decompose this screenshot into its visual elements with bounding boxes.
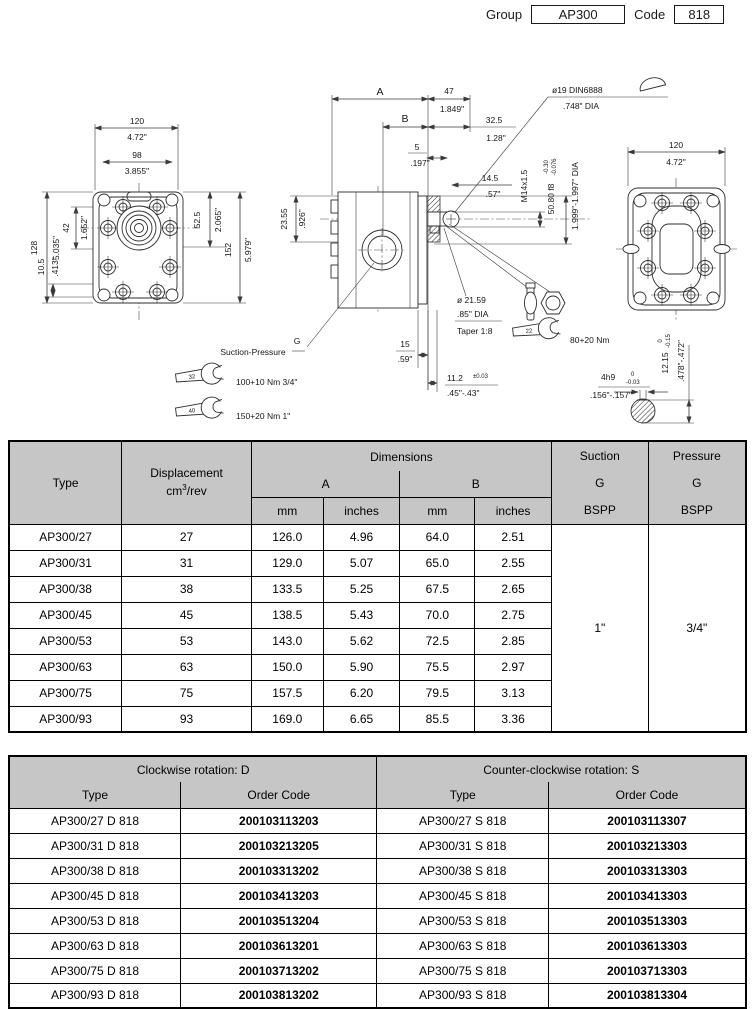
dim-label: 47 (444, 86, 454, 96)
wrench-32-icon (175, 361, 229, 388)
taper-dia-label: ø 21.59 (457, 295, 486, 305)
dim-label: 5.979" (243, 237, 253, 263)
cell-cw-code: 200103713202 (180, 958, 377, 983)
key-note-inch: .748" DIA (563, 101, 600, 111)
cell-ccw-type: AP300/53 S 818 (377, 908, 548, 933)
cell-ccw-code: 200103313303 (548, 858, 746, 883)
cell-b-mm: 64.0 (400, 524, 475, 550)
cell-b-in: 2.55 (475, 550, 552, 576)
table-row (9, 908, 746, 933)
cell-type: AP300/53 (9, 628, 122, 654)
col-header-b-mm: mm (400, 497, 475, 524)
dim-label: 15 (400, 339, 410, 349)
cell-type: AP300/45 (9, 602, 122, 628)
stud-icon (525, 283, 537, 320)
dim-label: 1.28" (486, 133, 506, 143)
dim-label: 5 (414, 142, 420, 152)
cell-b-mm: 72.5 (400, 628, 475, 654)
cell-b-mm: 79.5 (400, 680, 475, 706)
page-header (486, 5, 724, 24)
cell-a-in: 5.62 (323, 628, 400, 654)
dim-label: 3.855" (124, 166, 150, 176)
cell-disp: 27 (122, 524, 252, 550)
col-header-type: Type (9, 441, 122, 524)
cell-pressure-value: 3/4" (648, 524, 746, 732)
cell-b-in: 2.75 (475, 602, 552, 628)
cell-cw-code: 200103613201 (180, 933, 377, 958)
front-view (29, 116, 253, 320)
cell-b-mm: 67.5 (400, 576, 475, 602)
dim-label: .478"-.472" (676, 340, 686, 382)
cell-disp: 45 (122, 602, 252, 628)
cell-ccw-code: 200103413303 (548, 883, 746, 908)
col-header-dimensions: Dimensions (251, 441, 551, 471)
cw-rotation-header: Clockwise rotation: D (9, 756, 377, 782)
col-header-b: B (400, 471, 552, 497)
col-header-suction: Suction G BSPP (551, 441, 648, 524)
dim-label: 14.5 (481, 173, 499, 183)
dim-label: 128 (29, 240, 39, 256)
dim-label: 42 (61, 223, 71, 233)
cell-a-in: 6.20 (323, 680, 400, 706)
col-header-a-mm: mm (251, 497, 323, 524)
cell-a-mm: 133.5 (251, 576, 323, 602)
tolerance-label: -0.30 (544, 160, 550, 174)
cell-a-in: 5.25 (323, 576, 400, 602)
tolerance-label: -0.15 (666, 334, 672, 348)
cell-a-mm: 143.0 (251, 628, 323, 654)
dim-label: 1.849" (439, 104, 465, 114)
group-label: Group (486, 7, 523, 22)
dim-label: 5.035" (51, 235, 61, 261)
tolerance-label: 0 (631, 372, 635, 378)
cell-b-mm: 65.0 (400, 550, 475, 576)
dim-label: .57" (485, 189, 501, 199)
cell-ccw-type: AP300/27 S 818 (377, 808, 548, 833)
cell-disp: 53 (122, 628, 252, 654)
cell-ccw-type: AP300/31 S 818 (377, 833, 548, 858)
col-header-order-code: Order Code (548, 782, 746, 808)
dim-label: .926" (297, 209, 307, 229)
table-row (9, 833, 746, 858)
key-note: ø19 DIN6888 (552, 85, 603, 95)
cell-cw-type: AP300/93 D 818 (9, 983, 180, 1008)
cell-type: AP300/75 (9, 680, 122, 706)
cell-b-in: 3.36 (475, 706, 552, 732)
col-header-type: Type (377, 782, 548, 808)
cell-a-mm: 157.5 (251, 680, 323, 706)
shaft-dia-inch-label: 1.999"-1.997" DIA (570, 162, 580, 230)
cell-cw-code: 200103813202 (180, 983, 377, 1008)
code-label: Code (634, 7, 666, 22)
table-row (9, 883, 746, 908)
wrench-size-label: 40 (188, 408, 196, 415)
cell-ccw-type: AP300/93 S 818 (377, 983, 548, 1008)
cell-ccw-type: AP300/63 S 818 (377, 933, 548, 958)
cell-cw-code: 200103413203 (180, 883, 377, 908)
wrench-size-label: 32 (188, 374, 196, 381)
taper-dia-inch-label: .85" DIA (457, 309, 489, 319)
table-row (9, 858, 746, 883)
dim-label: 11.2 (447, 373, 463, 383)
col-header-a: A (251, 471, 400, 497)
order-code-table (8, 755, 747, 1009)
cell-cw-type: AP300/27 D 818 (9, 808, 180, 833)
col-header-order-code: Order Code (180, 782, 377, 808)
woodruff-key-icon (638, 75, 666, 91)
cell-cw-type: AP300/53 D 818 (9, 908, 180, 933)
cell-type: AP300/27 (9, 524, 122, 550)
cell-a-mm: 129.0 (251, 550, 323, 576)
dim-label: 52.5 (192, 211, 202, 229)
cell-cw-code: 200103313202 (180, 858, 377, 883)
cell-ccw-type: AP300/38 S 818 (377, 858, 548, 883)
cell-b-mm: 75.5 (400, 654, 475, 680)
dim-label: A (376, 86, 384, 98)
dim-label: .59" (397, 354, 413, 364)
thread-label: M14x1.5 (519, 169, 529, 203)
cell-ccw-code: 200103613303 (548, 933, 746, 958)
tolerance-label: -0.03 (626, 380, 640, 386)
cell-cw-type: AP300/31 D 818 (9, 833, 180, 858)
dim-label: 4h9 (601, 372, 616, 382)
cell-suction-value: 1" (551, 524, 648, 732)
dimensions-table (8, 440, 747, 733)
rear-view (616, 140, 738, 322)
taper-label: Taper 1:8 (457, 326, 493, 336)
cell-a-mm: 126.0 (251, 524, 323, 550)
cell-cw-type: AP300/63 D 818 (9, 933, 180, 958)
technical-drawing (0, 28, 755, 435)
torque-note: 80+20 Nm (570, 335, 610, 345)
cell-disp: 63 (122, 654, 252, 680)
dim-label: 32.5 (485, 115, 503, 125)
dim-label: .156"-.157" (590, 390, 632, 400)
dim-label: 12.15 (660, 352, 670, 374)
cell-disp: 31 (122, 550, 252, 576)
ccw-rotation-header: Counter-clockwise rotation: S (377, 756, 746, 782)
cell-b-in: 3.13 (475, 680, 552, 706)
table-row (9, 983, 746, 1008)
dim-label: 23.55 (279, 208, 289, 230)
cell-ccw-code: 200103213303 (548, 833, 746, 858)
cell-a-in: 5.90 (323, 654, 400, 680)
cell-a-in: 6.65 (323, 706, 400, 732)
cell-b-mm: 85.5 (400, 706, 475, 732)
cell-cw-code: 200103113203 (180, 808, 377, 833)
table-row (9, 933, 746, 958)
col-header-a-inches: inches (323, 497, 400, 524)
table-row (9, 958, 746, 983)
cell-cw-type: AP300/75 D 818 (9, 958, 180, 983)
cell-cw-type: AP300/38 D 818 (9, 858, 180, 883)
cell-b-in: 2.51 (475, 524, 552, 550)
dim-label: .197" (410, 158, 430, 168)
cell-a-mm: 150.0 (251, 654, 323, 680)
dim-label: 1.652" (79, 215, 89, 241)
cell-a-in: 5.43 (323, 602, 400, 628)
dim-label: 152 (223, 242, 233, 258)
dim-label: 98 (132, 150, 142, 160)
suction-pressure-label: Suction-Pressure (220, 347, 286, 357)
torque-note: 150+20 Nm 1" (236, 411, 291, 421)
tolerance-label: 0 (658, 339, 664, 343)
wrench-40-icon (175, 395, 229, 422)
cell-type: AP300/63 (9, 654, 122, 680)
cell-ccw-code: 200103713303 (548, 958, 746, 983)
cell-a-mm: 138.5 (251, 602, 323, 628)
cell-ccw-code: 200103113307 (548, 808, 746, 833)
col-header-type: Type (9, 782, 180, 808)
torque-note: 100+10 Nm 3/4" (236, 377, 298, 387)
col-header-b-inches: inches (475, 497, 552, 524)
cell-b-mm: 70.0 (400, 602, 475, 628)
cell-type: AP300/38 (9, 576, 122, 602)
col-header-displacement: Displacement $cm^3$/rev (122, 441, 252, 524)
cell-a-in: 5.07 (323, 550, 400, 576)
nut-icon (541, 292, 565, 314)
wrench-size-label: 22 (525, 328, 533, 336)
cell-ccw-code: 200103813304 (548, 983, 746, 1008)
port-g-label: G (293, 336, 301, 346)
dim-label: 4.72" (666, 157, 686, 167)
cell-disp: 75 (122, 680, 252, 706)
shaft-dia-label: 50.80 f8 (546, 183, 556, 215)
cell-a-in: 4.96 (323, 524, 400, 550)
group-value-box: AP300 (531, 5, 625, 24)
shaft-section-detail (590, 334, 694, 423)
dim-label: 120 (129, 116, 145, 126)
cell-a-mm: 169.0 (251, 706, 323, 732)
cell-cw-code: 200103513204 (180, 908, 377, 933)
table-row (9, 524, 746, 550)
cell-cw-code: 200103213205 (180, 833, 377, 858)
cell-disp: 93 (122, 706, 252, 732)
dim-label: 4.72" (127, 132, 147, 142)
cell-type: AP300/93 (9, 706, 122, 732)
cell-ccw-type: AP300/45 S 818 (377, 883, 548, 908)
dim-label: .413" (50, 257, 60, 277)
code-value-box: 818 (674, 5, 724, 24)
cell-ccw-code: 200103513303 (548, 908, 746, 933)
table-row (9, 808, 746, 833)
dim-label: 2.065" (213, 207, 223, 233)
cell-ccw-type: AP300/75 S 818 (377, 958, 548, 983)
dim-label: .45"-.43" (447, 388, 480, 398)
cell-disp: 38 (122, 576, 252, 602)
dim-label: 10.5 (36, 258, 46, 276)
cell-b-in: 2.97 (475, 654, 552, 680)
cell-cw-type: AP300/45 D 818 (9, 883, 180, 908)
tolerance-label: ±0.03 (473, 374, 488, 380)
dim-label: B (401, 113, 409, 125)
cell-type: AP300/31 (9, 550, 122, 576)
col-header-pressure: Pressure G BSPP (648, 441, 746, 524)
tolerance-label: -0.076 (552, 158, 558, 176)
cell-b-in: 2.85 (475, 628, 552, 654)
dim-label: 120 (668, 140, 684, 150)
wrench-22-icon (512, 316, 566, 342)
cell-b-in: 2.65 (475, 576, 552, 602)
